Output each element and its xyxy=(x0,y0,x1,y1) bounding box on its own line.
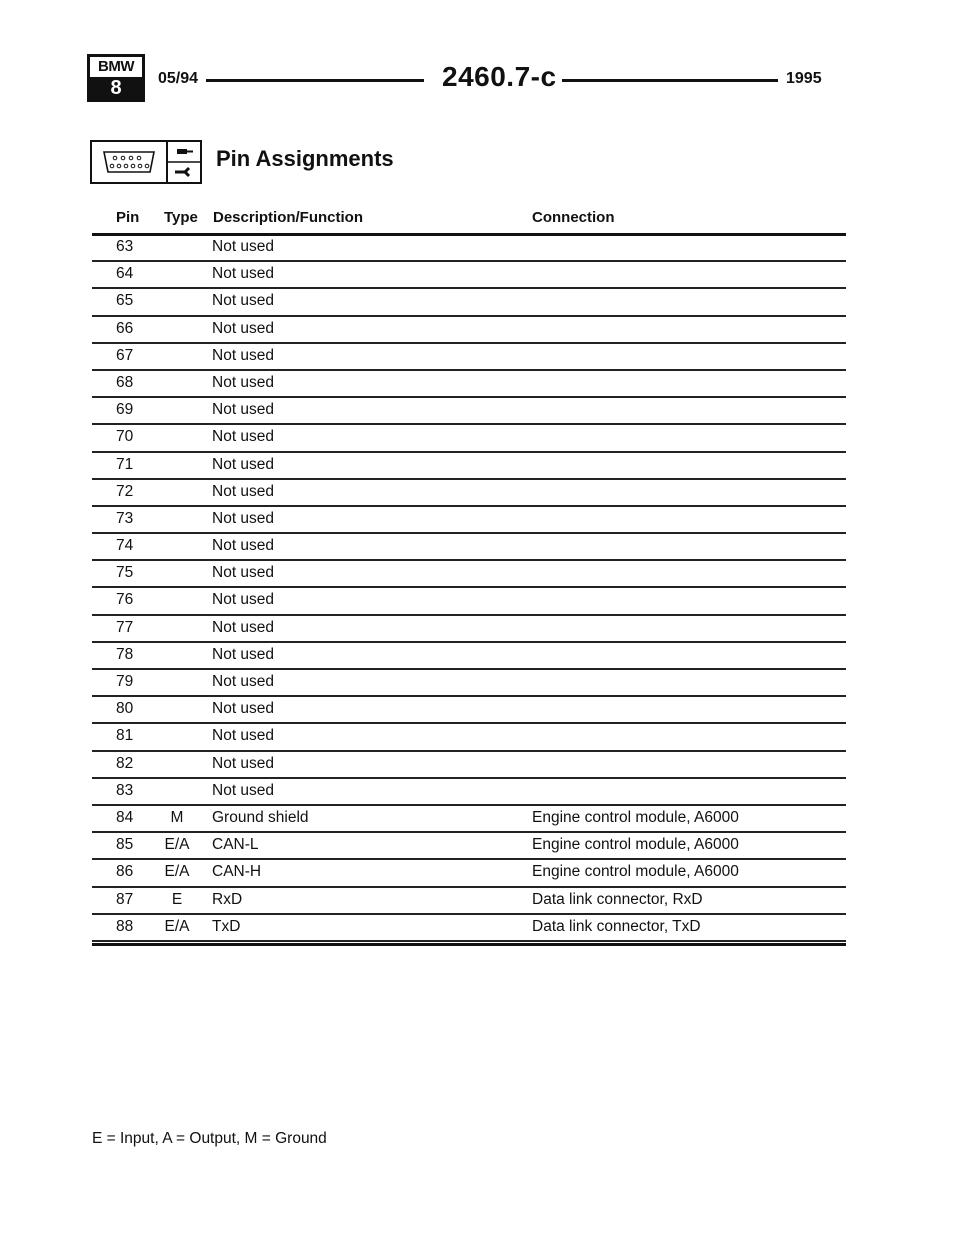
description-cell: Not used xyxy=(212,428,275,446)
table-row xyxy=(92,588,846,615)
table-row xyxy=(92,235,846,262)
table-row xyxy=(92,561,846,588)
pin-cell: 64 xyxy=(116,265,134,283)
description-cell: Ground shield xyxy=(212,808,309,826)
table-row xyxy=(92,888,846,915)
table-row xyxy=(92,724,846,751)
description-cell: Not used xyxy=(212,455,275,473)
pin-cell: 68 xyxy=(116,373,134,391)
pin-cell: 65 xyxy=(116,292,134,310)
table-row xyxy=(92,697,846,724)
table-row xyxy=(92,317,846,344)
column-header-connection: Connection xyxy=(532,209,615,226)
connection-cell: Data link connector, TxD xyxy=(532,917,701,935)
pin-cell: 78 xyxy=(116,645,134,663)
header-date: 05/94 xyxy=(158,70,199,87)
pin-cell: 88 xyxy=(116,917,134,935)
table-row xyxy=(92,425,846,452)
column-header-pin: Pin xyxy=(116,209,140,226)
pin-cell: 84 xyxy=(116,808,134,826)
table-row xyxy=(92,534,846,561)
column-header-description: Description/Function xyxy=(213,209,363,226)
pin-cell: 70 xyxy=(116,428,134,446)
pin-cell: 67 xyxy=(116,346,134,364)
table-row xyxy=(92,643,846,670)
table-row xyxy=(92,860,846,887)
table-row xyxy=(92,398,846,425)
table-row xyxy=(92,670,846,697)
table-row xyxy=(92,833,846,860)
pin-cell: 72 xyxy=(116,482,134,500)
logo-bottom-text: 8 xyxy=(90,77,142,99)
pin-table xyxy=(92,235,846,942)
description-cell: Not used xyxy=(212,673,275,690)
description-cell: Not used xyxy=(212,509,275,527)
table-bottom-rule xyxy=(92,943,846,946)
legend: E = Input, A = Output, M = Ground xyxy=(92,1130,327,1147)
description-cell: Not used xyxy=(212,618,275,636)
page-title: Pin Assignments xyxy=(216,146,394,171)
table-row xyxy=(92,752,846,779)
description-cell: Not used xyxy=(212,591,275,609)
pin-cell: 77 xyxy=(116,618,134,636)
type-cell: E/A xyxy=(164,863,190,881)
description-cell: Not used xyxy=(212,564,275,582)
pin-cell: 83 xyxy=(116,781,134,799)
pin-cell: 76 xyxy=(116,591,134,609)
table-row xyxy=(92,262,846,289)
logo-top-text: BMW xyxy=(98,58,134,75)
description-cell: CAN-L xyxy=(212,836,259,854)
pin-cell: 69 xyxy=(116,401,134,419)
description-cell: Not used xyxy=(212,645,275,663)
type-cell: E xyxy=(171,890,183,908)
pin-cell: 87 xyxy=(116,890,134,908)
connector-icon xyxy=(90,140,168,184)
description-cell: Not used xyxy=(212,238,275,255)
table-row xyxy=(92,289,846,316)
header-rule-left xyxy=(206,79,424,82)
pin-direction-icon xyxy=(168,140,202,184)
pin-cell: 81 xyxy=(116,727,134,745)
table-row xyxy=(92,371,846,398)
description-cell: Not used xyxy=(212,265,275,283)
table-row xyxy=(92,806,846,833)
type-cell: E/A xyxy=(164,917,190,935)
description-cell: RxD xyxy=(212,890,243,908)
column-header-type: Type xyxy=(164,209,198,226)
description-cell: Not used xyxy=(212,319,275,337)
connection-cell: Data link connector, RxD xyxy=(532,890,703,908)
table-row xyxy=(92,480,846,507)
connection-cell: Engine control module, A6000 xyxy=(532,863,739,881)
description-cell: Not used xyxy=(212,373,275,391)
pin-cell: 80 xyxy=(116,700,134,718)
table-row xyxy=(92,616,846,643)
header-year: 1995 xyxy=(786,70,822,87)
type-cell: M xyxy=(170,808,184,826)
description-cell: Not used xyxy=(212,700,275,718)
description-cell: Not used xyxy=(212,482,275,500)
pin-cell: 63 xyxy=(116,238,134,255)
table-row xyxy=(92,507,846,534)
type-cell: E/A xyxy=(164,836,190,854)
pin-cell: 82 xyxy=(116,754,134,772)
description-cell: Not used xyxy=(212,537,275,555)
table-row xyxy=(92,344,846,371)
description-cell: Not used xyxy=(212,781,275,799)
description-cell: Not used xyxy=(212,346,275,364)
connection-cell: Engine control module, A6000 xyxy=(532,808,739,826)
pin-cell: 74 xyxy=(116,537,134,555)
description-cell: Not used xyxy=(212,401,275,419)
pin-cell: 86 xyxy=(116,863,134,881)
pin-cell: 71 xyxy=(116,455,134,473)
description-cell: CAN-H xyxy=(212,863,262,881)
table-row xyxy=(92,453,846,480)
bmw-8-logo xyxy=(87,54,145,102)
connection-cell: Engine control module, A6000 xyxy=(532,836,739,854)
pin-cell: 73 xyxy=(116,509,134,527)
pin-cell: 66 xyxy=(116,319,134,337)
description-cell: Not used xyxy=(212,754,275,772)
description-cell: Not used xyxy=(212,727,275,745)
description-cell: Not used xyxy=(212,292,275,310)
document-number: 2460.7-c xyxy=(442,61,557,92)
description-cell: TxD xyxy=(212,917,241,935)
pin-cell: 79 xyxy=(116,673,134,690)
pin-cell: 85 xyxy=(116,836,134,854)
header-rule-right xyxy=(562,79,778,82)
pin-cell: 75 xyxy=(116,564,134,582)
table-row xyxy=(92,915,846,942)
table-row xyxy=(92,779,846,806)
